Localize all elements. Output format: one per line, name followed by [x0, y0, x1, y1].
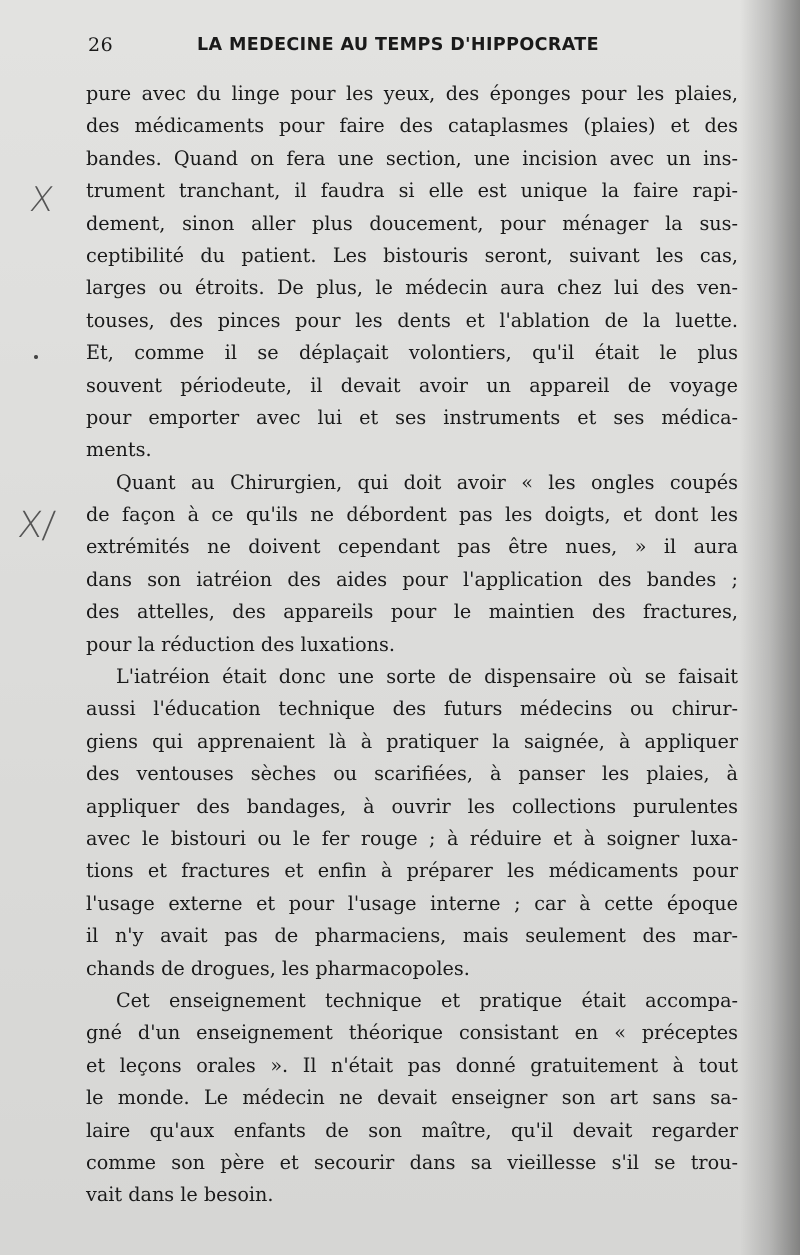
text-line: des ventouses sèches ou scarifiées, à panser les plaies, à — [86, 762, 738, 786]
text-line: gné d'un enseignement théorique consistant en « préceptes — [86, 1021, 738, 1045]
text-line: des médicaments pour faire des cataplasmes (plaies) et des — [86, 114, 738, 138]
text-line: tions et fractures et enfin à préparer les médicaments pour — [86, 859, 738, 883]
paragraph-start-line: L'iatréion était donc une sorte de dispensaire où se faisait — [116, 665, 738, 689]
text-line: touses, des pinces pour les dents et l'ablation de la luette. — [86, 308, 738, 332]
text-line: il n'y avait pas de pharmaciens, mais seulement des mar- — [86, 924, 738, 948]
text-line: giens qui apprenaient là à pratiquer la saignée, à appliquer — [86, 729, 738, 753]
text-line: trument tranchant, il faudra si elle est unique la faire rapi- — [86, 179, 738, 203]
text-line: souvent périodeute, il devait avoir un appareil de voyage — [86, 373, 738, 397]
running-head: LA MEDECINE AU TEMPS D'HIPPOCRATE — [197, 35, 599, 55]
text-line: avec le bistouri ou le fer rouge ; à réduire et à soigner luxa- — [86, 826, 738, 850]
text-line: aussi l'éducation technique des futurs médecins ou chirur- — [86, 697, 738, 721]
page-number: 26 — [88, 34, 114, 56]
text-line: bandes. Quand on fera une section, une incision avec un ins- — [86, 146, 738, 170]
text-line: de façon à ce qu'ils ne débordent pas les doigts, et dont les — [86, 503, 738, 527]
text-line: le monde. Le médecin ne devait enseigner son art sans sa- — [86, 1086, 738, 1110]
paragraph-start-line: Quant au Chirurgien, qui doit avoir « les ongles coupés — [116, 470, 738, 494]
margin-annotation-x: X — [27, 180, 57, 220]
body-text — [86, 78, 738, 1212]
margin-annotation-xx: X/ — [15, 505, 57, 546]
text-line: dement, sinon aller plus doucement, pour ménager la sus- — [86, 211, 738, 235]
text-line: pour emporter avec lui et ses instruments et ses médica- — [86, 405, 738, 429]
text-line: des attelles, des appareils pour le maintien des fractures, — [86, 600, 738, 624]
text-line: pour la réduction des luxations. — [86, 632, 395, 656]
text-line: vait dans le besoin. — [86, 1183, 274, 1207]
paragraph-start-line: Cet enseignement technique et pratique était accompa- — [116, 988, 738, 1012]
text-line: pure avec du linge pour les yeux, des éponges pour les plaies, — [86, 82, 738, 105]
text-line: ments. — [86, 438, 152, 462]
text-line: chands de drogues, les pharmacopoles. — [86, 956, 470, 980]
text-line: larges ou étroits. De plus, le médecin aura chez lui des ven- — [86, 276, 738, 300]
text-line: et leçons orales ». Il n'était pas donné gratuitement à tout — [86, 1053, 738, 1077]
page-header — [0, 32, 800, 62]
text-line: extrémités ne doivent cependant pas être nues, » il aura — [86, 535, 738, 559]
margin-dot — [34, 355, 38, 359]
text-line: laire qu'aux enfants de son maître, qu'il devait regarder — [86, 1118, 738, 1142]
text-line: comme son père et secourir dans sa vieillesse s'il se trou- — [86, 1150, 738, 1174]
text-line: l'usage externe et pour l'usage interne ; car à cette époque — [86, 891, 738, 915]
text-line: ceptibilité du patient. Les bistouris seront, suivant les cas, — [86, 243, 738, 267]
text-line: Et, comme il se déplaçait volontiers, qu'il était le plus — [86, 341, 738, 365]
text-line: appliquer des bandages, à ouvrir les collections purulentes — [86, 794, 738, 818]
text-line: dans son iatréion des aides pour l'application des bandes ; — [86, 567, 738, 591]
